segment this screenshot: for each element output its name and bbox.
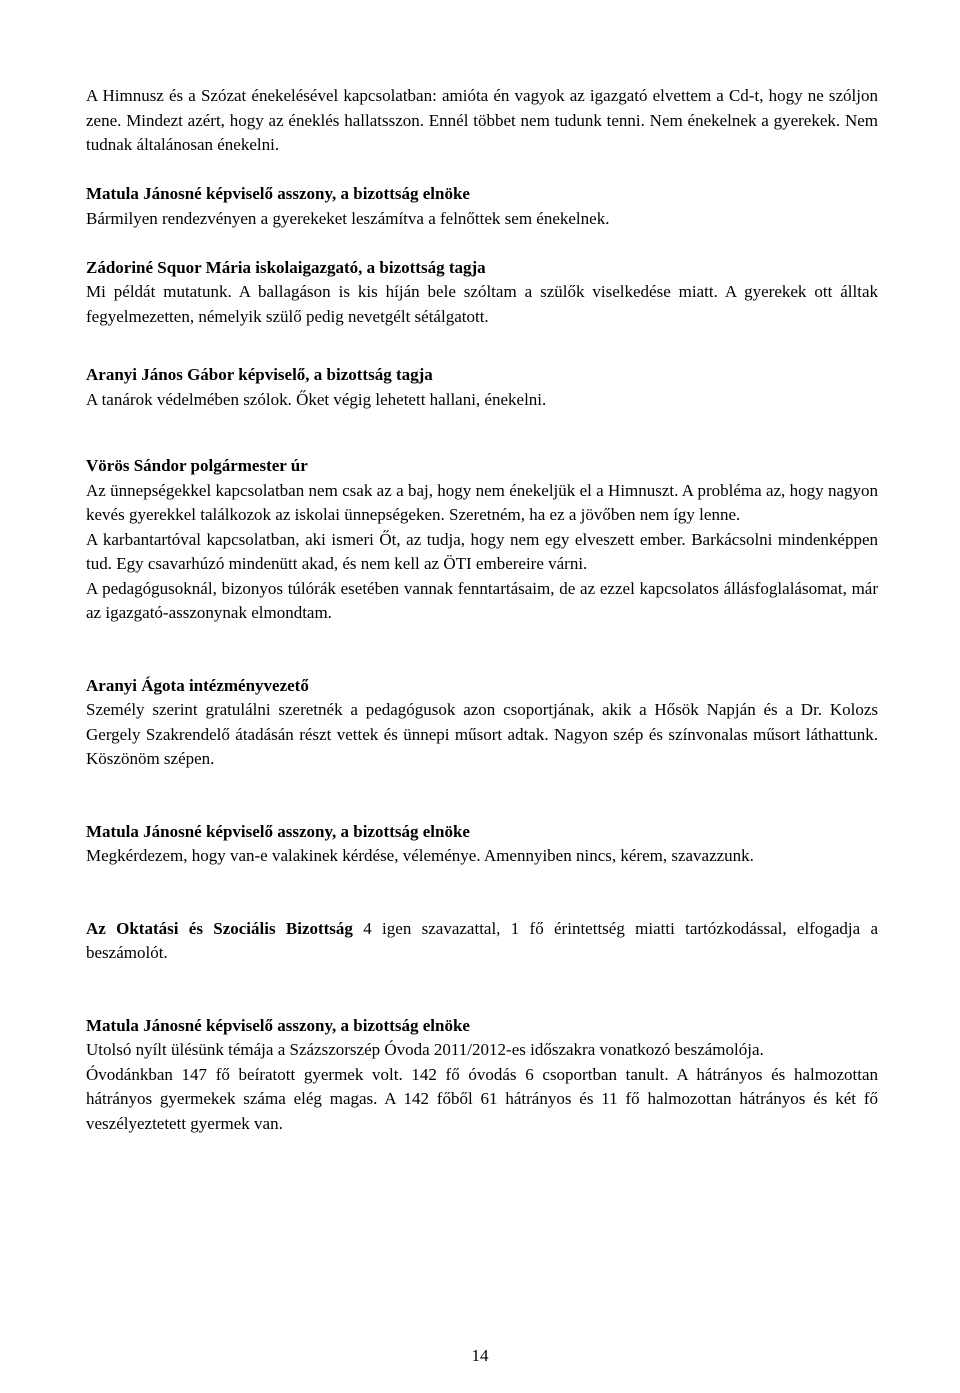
resolution-block bbox=[86, 917, 878, 966]
speech-block bbox=[86, 820, 878, 869]
speaker-name: Vörös Sándor polgármester úr bbox=[86, 456, 308, 475]
paragraph: Személy szerint gratulálni szeretnék a pedagógusok azon csoportjának, akik a Hősök Napján és a Dr. Kolozs Gergely Szakrendelő átadásán részt vettek és ünnepi műsort adtak. Nagyon szép és színvonalas műsort láthattunk. Köszönöm szépen. bbox=[86, 700, 878, 768]
paragraph: Utolsó nyílt ülésünk témája a Százszorszép Óvoda 2011/2012-es időszakra vonatkozó beszámolója. bbox=[86, 1040, 764, 1059]
resolution-text bbox=[86, 917, 878, 966]
speech-block bbox=[86, 1014, 878, 1137]
speech-block bbox=[86, 674, 878, 772]
speech-block bbox=[86, 363, 878, 412]
speech-block bbox=[86, 256, 878, 330]
speech-block bbox=[86, 182, 878, 231]
opening-statement bbox=[86, 84, 878, 158]
paragraph: Óvodánkban 147 fő beíratott gyermek volt. 142 fő óvodás 6 csoportban tanult. A hátrányos és halmozottan hátrányos gyermekek száma elég magas. A 142 főből 61 hátrányos és 11 fő halmozottan hátrányos és két fő veszélyeztetett gyermek van. bbox=[86, 1064, 878, 1133]
paragraph: A karbantartóval kapcsolatban, aki ismeri Őt, az tudja, hogy nem egy elveszett ember. Barkácsolni mindenképpen tud. Egy csavarhúzó mindenütt akad, és nem kell az ÖTI embereire várni. bbox=[86, 529, 878, 573]
speaker-name: Matula Jánosné képviselő asszony, a bizottság elnöke bbox=[86, 184, 470, 203]
paragraph: Az ünnepségekkel kapcsolatban nem csak az a baj, hogy nem énekeljük el a Himnuszt. A probléma az, hogy nagyon kevés gyerekkel találkozok az iskolai ünnepségeken. Szeretném, ha ez a jövőben nem így lenne. bbox=[86, 480, 878, 524]
paragraph: Megkérdezem, hogy van-e valakinek kérdése, véleménye. Amennyiben nincs, kérem, szavazzunk. bbox=[86, 846, 754, 865]
document-page bbox=[86, 84, 878, 1136]
page-number: 14 bbox=[471, 1346, 489, 1365]
paragraph: A pedagógusoknál, bizonyos túlórák esetében vannak fenntartásaim, de az ezzel kapcsolatos állásfoglalásomat, már az igazgató-asszonynak elmondtam. bbox=[86, 578, 878, 622]
paragraph: A Himnusz és a Szózat énekelésével kapcsolatban: amióta én vagyok az igazgató elvettem a Cd-t, hogy ne szóljon zene. Mindezt azért, hogy az éneklés hallatsszon. Ennél többet nem tudunk tenni. Nem énekelnek a gyerekek. Nem tudnak általánosan énekelni. bbox=[86, 86, 878, 154]
speaker-name: Matula Jánosné képviselő asszony, a bizottság elnöke bbox=[86, 821, 470, 841]
speaker-name: Matula Jánosné képviselő asszony, a bizottság elnöke bbox=[86, 1015, 470, 1035]
paragraph: Mi példát mutatunk. A ballagáson is kis híján bele szóltam a szülők viselkedése miatt. A gyerekek ott álltak fegyelmezetten, némelyik szülő pedig nevetgélt sétálgatott. bbox=[86, 282, 878, 326]
speaker-name: Zádoriné Squor Mária iskolaigazgató, a bizottság tagja bbox=[86, 257, 486, 277]
committee-name: Az Oktatási és Szociális Bizottság bbox=[86, 918, 353, 938]
resolution-rest: 4 igen szavazattal, 1 fő érintettség miatti tartózkodással, elfogadja a beszámolót. bbox=[86, 918, 878, 962]
paragraph: Bármilyen rendezvényen a gyerekeket leszámítva a felnőttek sem énekelnek. bbox=[86, 208, 610, 228]
speaker-name: Aranyi Ágota intézményvezető bbox=[86, 675, 309, 695]
speech-block bbox=[86, 454, 878, 626]
paragraph: A tanárok védelmében szólok. Őket végig lehetett hallani, énekelni. bbox=[86, 389, 547, 409]
speaker-name: Aranyi János Gábor képviselő, a bizottság tagja bbox=[86, 365, 433, 384]
